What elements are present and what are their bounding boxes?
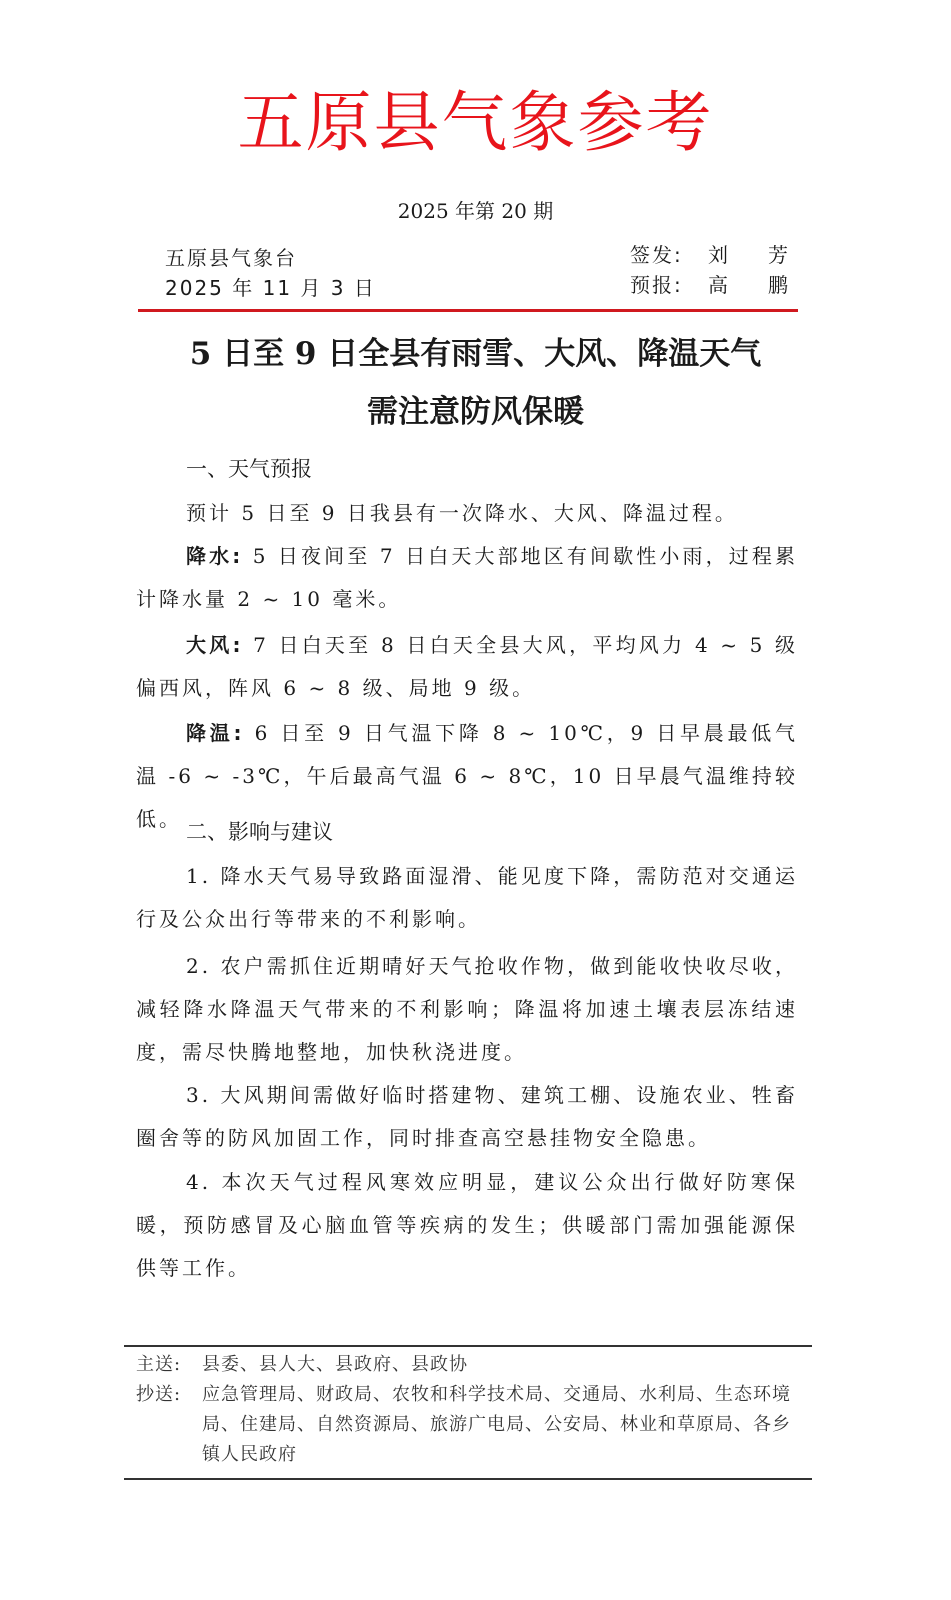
issue-number: 2025 年第 20 期 xyxy=(397,199,554,223)
issuer-org: 五原县气象台 xyxy=(165,246,297,270)
headline-line-1: 5 日至 9 日全县有雨雪、大风、降温天气 xyxy=(189,336,762,372)
wind-label: 大风: xyxy=(186,633,244,657)
signer-name-1: 刘 xyxy=(708,243,730,267)
masthead-title: 五原县气象参考 xyxy=(237,84,714,161)
forecaster-label: 预报: xyxy=(630,273,683,297)
footer-top-rule xyxy=(124,1345,812,1347)
cooling-label: 降温: xyxy=(186,721,245,745)
forecaster-row xyxy=(630,270,790,300)
cooling-text: 6 日至 9 日气温下降 8 ~ 10℃，9 日早晨最低气温 -6 ~ -3℃，午后最高气温 6 ~ 8℃，10 日早晨气温维持较低。 xyxy=(136,721,799,831)
forecast-wind xyxy=(136,624,798,710)
forecast-precipitation xyxy=(136,535,798,621)
forecaster-name-2: 鹏 xyxy=(768,273,790,297)
issuer-block xyxy=(165,243,376,303)
wind-text: 7 日白天至 8 日白天全县大风，平均风力 4 ~ 5 级偏西风，阵风 6 ~ 8 级、局地 9 级。 xyxy=(136,633,799,700)
signer-name-2: 芳 xyxy=(768,243,790,267)
precip-text: 5 日夜间至 7 日白天大部地区有间歇性小雨，过程累计降水量 2 ~ 10 毫米。 xyxy=(136,544,798,611)
cc-recipients: 应急管理局、财政局、农牧和科学技术局、交通局、水利局、生态环境局、住建局、自然资源局、旅游广电局、公安局、林业和草原局、各乡镇人民政府 xyxy=(202,1384,791,1465)
section-2-title: 二、影响与建议 xyxy=(186,820,333,844)
advice-item-3: 3. 大风期间需做好临时搭建物、建筑工棚、设施农业、牲畜圈舍等的防风加固工作，同时排查高空悬挂物安全隐患。 xyxy=(136,1083,798,1150)
footer-bottom-rule xyxy=(124,1478,812,1480)
precip-label: 降水: xyxy=(186,544,244,568)
red-divider xyxy=(138,309,798,312)
main-recipients: 县委、县人大、县政府、县政协 xyxy=(202,1354,468,1375)
distribution-block xyxy=(136,1350,806,1470)
advice-item-1: 1. 降水天气易导致路面湿滑、能见度下降，需防范对交通运行及公众出行等带来的不利影响。 xyxy=(136,864,798,931)
forecast-intro: 预计 5 日至 9 日我县有一次降水、大风、降温过程。 xyxy=(186,501,738,525)
main-recipients-label: 主送: xyxy=(136,1354,182,1375)
section-1-title: 一、天气预报 xyxy=(186,457,312,481)
signer-row xyxy=(630,240,790,270)
advice-item-2: 2. 农户需抓住近期晴好天气抢收作物，做到能收快收尽收，减轻降水降温天气带来的不利影响；降温将加速土壤表层冻结速度，需尽快腾地整地，加快秋浇进度。 xyxy=(136,954,798,1064)
advice-item-4: 4. 本次天气过程风寒效应明显，建议公众出行做好防寒保暖，预防感冒及心脑血管等疾病的发生；供暖部门需加强能源保供等工作。 xyxy=(136,1170,798,1280)
cc-recipients-row xyxy=(136,1380,806,1470)
headline-line-2: 需注意防风保暖 xyxy=(367,394,584,430)
cc-recipients-label: 抄送: xyxy=(136,1384,182,1405)
main-recipients-row xyxy=(136,1350,806,1380)
signer-label: 签发: xyxy=(630,243,683,267)
forecaster-name-1: 高 xyxy=(708,273,730,297)
signature-block xyxy=(630,240,790,300)
issue-date: 2025 年 11 月 3 日 xyxy=(165,276,376,300)
